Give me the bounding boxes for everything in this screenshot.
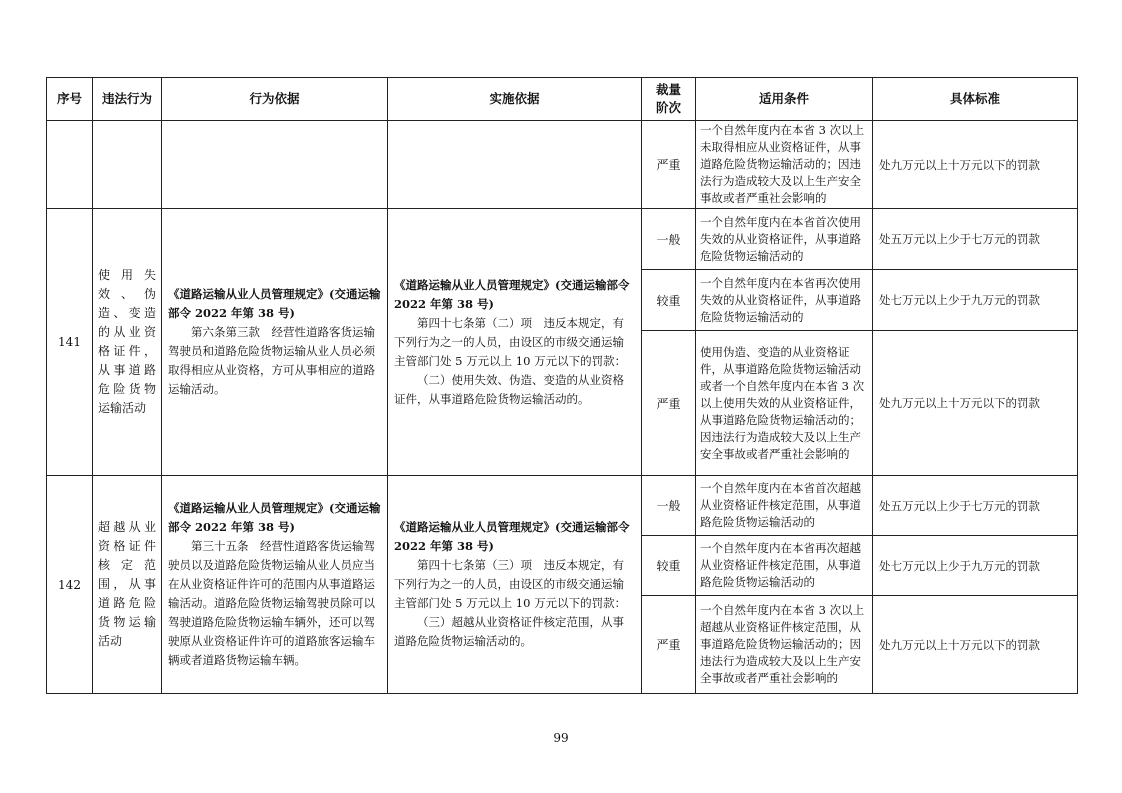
- discretion-level: 严重: [642, 596, 696, 694]
- header-impl: 实施依据: [388, 78, 642, 121]
- implementation-title: 《道路运输从业人员管理规定》(交通运输部令 2022 年第 38 号): [394, 277, 630, 311]
- carryover-cond: 一个自然年度内在本省 3 次以上未取得相应从业资格证件，从事道路危险货物运输活动的；因违法行为造成较大及以上生产安全事故或者严重社会影响的: [696, 121, 873, 209]
- legal-basis-title: 《道路运输从业人员管理规定》(交通运输部令 2022 年第 38 号): [168, 501, 381, 534]
- carryover-no: [47, 121, 93, 209]
- legal-basis: [162, 209, 388, 476]
- table-row: [47, 209, 1078, 270]
- discretion-level: 一般: [642, 476, 696, 536]
- applicable-condition: 一个自然年度内在本省再次超越从业资格证件核定范围，从事道路危险货物运输活动的: [696, 536, 873, 596]
- penalty-standard: 处七万元以上少于九万元的罚款: [873, 270, 1078, 331]
- header-act: 违法行为: [93, 78, 162, 121]
- carryover-impl: [388, 121, 642, 209]
- penalty-standard: 处九万元以上十万元以下的罚款: [873, 331, 1078, 476]
- penalty-standard: 处九万元以上十万元以下的罚款: [873, 596, 1078, 694]
- implementation-basis: [388, 476, 642, 694]
- header-level: 裁量 阶次: [642, 78, 696, 121]
- violation-act: 超越从业资格证件核定范围，从事道路危险货物运输活动: [93, 476, 162, 694]
- item-number: 141: [47, 209, 93, 476]
- applicable-condition: 一个自然年度内在本省首次使用失效的从业资格证件，从事道路危险货物运输活动的: [696, 209, 873, 270]
- applicable-condition: 使用伪造、变造的从业资格证件，从事道路危险货物运输活动或者一个自然年度内在本省 3 次以上使用失效的从业资格证件，从事道路危险货物运输活动的；因违法行为造成较大及以上生产安全事故或者严重社会影响的: [696, 331, 873, 476]
- header-no: 序号: [47, 78, 93, 121]
- discretion-level: 严重: [642, 331, 696, 476]
- header-std: 具体标准: [873, 78, 1078, 121]
- legal-basis-title: 《道路运输从业人员管理规定》(交通运输部令 2022 年第 38 号): [168, 287, 381, 320]
- applicable-condition: 一个自然年度内在本省 3 次以上超越从业资格证件核定范围，从事道路危险货物运输活动的；因违法行为造成较大及以上生产安全事故或者严重社会影响的: [696, 596, 873, 694]
- carryover-row: [47, 121, 1078, 209]
- page-number: 99: [553, 731, 569, 745]
- header-basis: 行为依据: [162, 78, 388, 121]
- implementation-text: 第四十七条第（二）项 违反本规定，有下列行为之一的人员，由设区的市级交通运输主管部门处 5 万元以上 10 万元以下的罚款：: [394, 315, 627, 368]
- legal-basis: [162, 476, 388, 694]
- implementation-text-item: （二）使用失效、伪造、变造的从业资格证件，从事道路危险货物运输活动的。: [394, 372, 624, 406]
- penalty-table: [46, 77, 1078, 694]
- implementation-title: 《道路运输从业人员管理规定》(交通运输部令 2022 年第 38 号): [394, 520, 630, 553]
- penalty-standard: 处五万元以上少于七万元的罚款: [873, 476, 1078, 536]
- applicable-condition: 一个自然年度内在本省首次超越从业资格证件核定范围，从事道路危险货物运输活动的: [696, 476, 873, 536]
- legal-basis-text: 第六条第三款 经营性道路客货运输驾驶员和道路危险货物运输从业人员必须取得相应从业资格，方可从事相应的道路运输活动。: [168, 325, 375, 396]
- carryover-level: 严重: [642, 121, 696, 209]
- implementation-basis: [388, 209, 642, 476]
- header-row: [47, 78, 1078, 121]
- implementation-text-item: （三）超越从业资格证件核定范围，从事道路危险货物运输活动的。: [394, 615, 624, 648]
- violation-act: 使用失效、伪造、变造的从业资格证件，从事道路危险货物运输活动: [93, 209, 162, 476]
- discretion-level: 较重: [642, 270, 696, 331]
- discretion-level: 一般: [642, 209, 696, 270]
- header-cond: 适用条件: [696, 78, 873, 121]
- carryover-act: [93, 121, 162, 209]
- implementation-text: 第四十七条第（三）项 违反本规定，有下列行为之一的人员，由设区的市级交通运输主管部门处 5 万元以上 10 万元以下的罚款：: [394, 558, 627, 610]
- discretion-level: 较重: [642, 536, 696, 596]
- item-number: 142: [47, 476, 93, 694]
- penalty-standard: 处七万元以上少于九万元的罚款: [873, 536, 1078, 596]
- applicable-condition: 一个自然年度内在本省再次使用失效的从业资格证件，从事道路危险货物运输活动的: [696, 270, 873, 331]
- carryover-basis: [162, 121, 388, 209]
- penalty-standard: 处五万元以上少于七万元的罚款: [873, 209, 1078, 270]
- carryover-std: 处九万元以上十万元以下的罚款: [873, 121, 1078, 209]
- legal-basis-text: 第三十五条 经营性道路客货运输驾驶员以及道路危险货物运输从业人员应当在从业资格证件许可的范围内从事道路运输活动。道路危险货物运输驾驶员除可以驾驶道路危险货物运输车辆外，还可以驾驶原从业资格证件许可的道路旅客运输车辆或者道路货物运输车辆。: [168, 539, 375, 667]
- table-row: [47, 476, 1078, 536]
